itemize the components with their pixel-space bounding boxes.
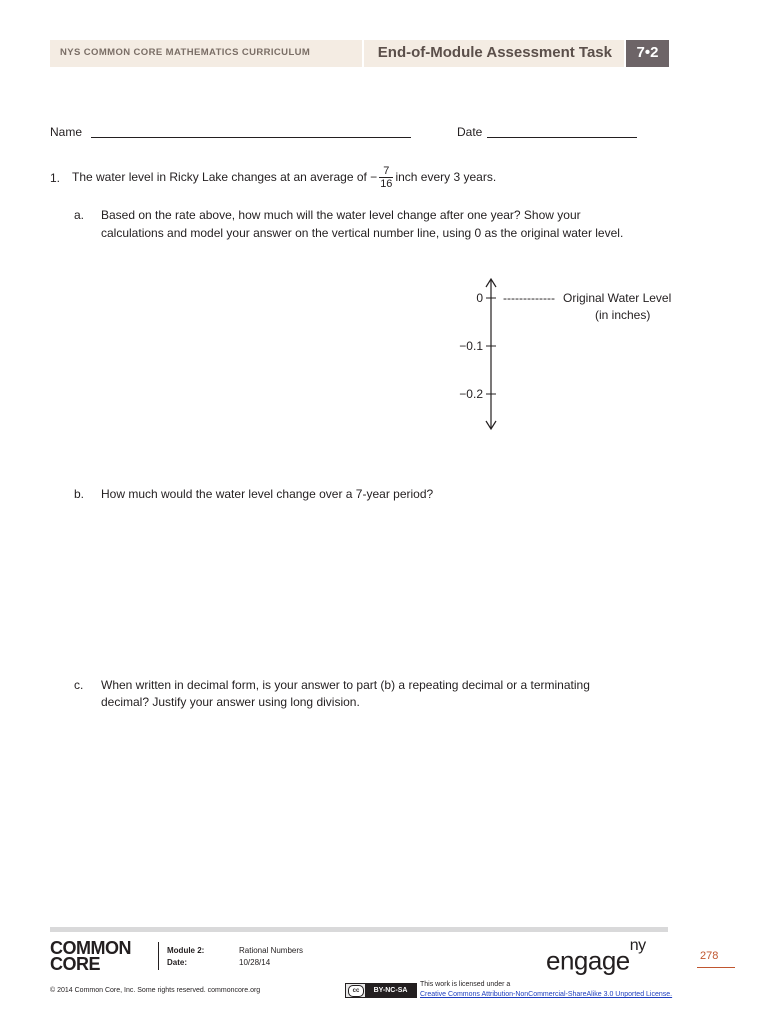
part-a-line2: calculations and model your answer on the vertical number line, using 0 as the original water level. xyxy=(101,226,624,240)
license-link[interactable]: Creative Commons Attribution-NonCommercial-ShareAlike 3.0 Unported License. xyxy=(420,991,673,998)
engageny-logo xyxy=(546,937,646,976)
header-task-bar xyxy=(364,40,624,67)
name-field[interactable] xyxy=(91,137,411,138)
footer-rule xyxy=(50,927,668,932)
stem-text-after: inch every 3 years. xyxy=(395,170,497,184)
tick-label-1: −0.1 xyxy=(459,339,483,353)
stem-text-before: The water level in Ricky Lake changes at an average of − xyxy=(72,170,378,184)
cc-badge-label: BY-NC-SA xyxy=(365,984,416,997)
annotation-line2: (in inches) xyxy=(595,308,651,322)
common-core-logo xyxy=(50,940,131,972)
footer-divider xyxy=(158,942,159,970)
module-value: Rational Numbers xyxy=(239,946,304,955)
footer-date-label: Date: xyxy=(167,958,188,967)
task-title: End-of-Module Assessment Task xyxy=(377,44,612,61)
cc-icon: cc xyxy=(348,985,364,997)
logo-line2: CORE xyxy=(50,954,101,974)
vertical-number-line xyxy=(440,272,700,437)
logo-line1: COMMON xyxy=(50,938,131,958)
problem-number: 1. xyxy=(50,171,61,185)
annotation-line1: Original Water Level xyxy=(563,291,672,305)
name-label: Name xyxy=(50,125,83,139)
page-number: 278 xyxy=(700,950,719,962)
part-b-text: How much would the water level change over a 7-year period? xyxy=(101,487,434,501)
license-line1: This work is licensed under a xyxy=(420,981,511,988)
part-c-letter: c. xyxy=(74,678,84,692)
date-field[interactable] xyxy=(487,137,637,138)
grade-module-label: 7•2 xyxy=(636,44,659,61)
problem-stem xyxy=(72,162,496,192)
cc-license-badge xyxy=(345,983,417,998)
engage-text: engage xyxy=(546,945,630,976)
copyright-text: © 2014 Common Core, Inc. Some rights reserved. commoncore.org xyxy=(50,987,261,994)
page-number-rule xyxy=(697,967,735,968)
tick-label-2: −0.2 xyxy=(459,387,483,401)
annotation-dashes: ------------- xyxy=(503,291,555,305)
part-a-line1: Based on the rate above, how much will the water level change after one year? Show your xyxy=(101,208,581,222)
fraction-numerator: 7 xyxy=(379,165,393,178)
header-curriculum-bar xyxy=(50,40,362,67)
part-b-letter: b. xyxy=(74,487,85,501)
footer-date-value: 10/28/14 xyxy=(239,958,271,967)
grade-module-badge xyxy=(626,40,669,67)
rate-fraction xyxy=(379,165,393,190)
engage-sup: ny xyxy=(629,937,646,954)
fraction-denominator: 16 xyxy=(380,178,393,191)
part-c-line1: When written in decimal form, is your answer to part (b) a repeating decimal or a terminating xyxy=(101,678,590,692)
part-a-letter: a. xyxy=(74,208,85,222)
part-c-line2: decimal? Justify your answer using long division. xyxy=(101,695,360,709)
date-label: Date xyxy=(457,125,483,139)
tick-label-0: 0 xyxy=(476,291,483,305)
module-label: Module 2: xyxy=(167,946,205,955)
curriculum-title: NYS COMMON CORE MATHEMATICS CURRICULUM xyxy=(60,47,311,58)
